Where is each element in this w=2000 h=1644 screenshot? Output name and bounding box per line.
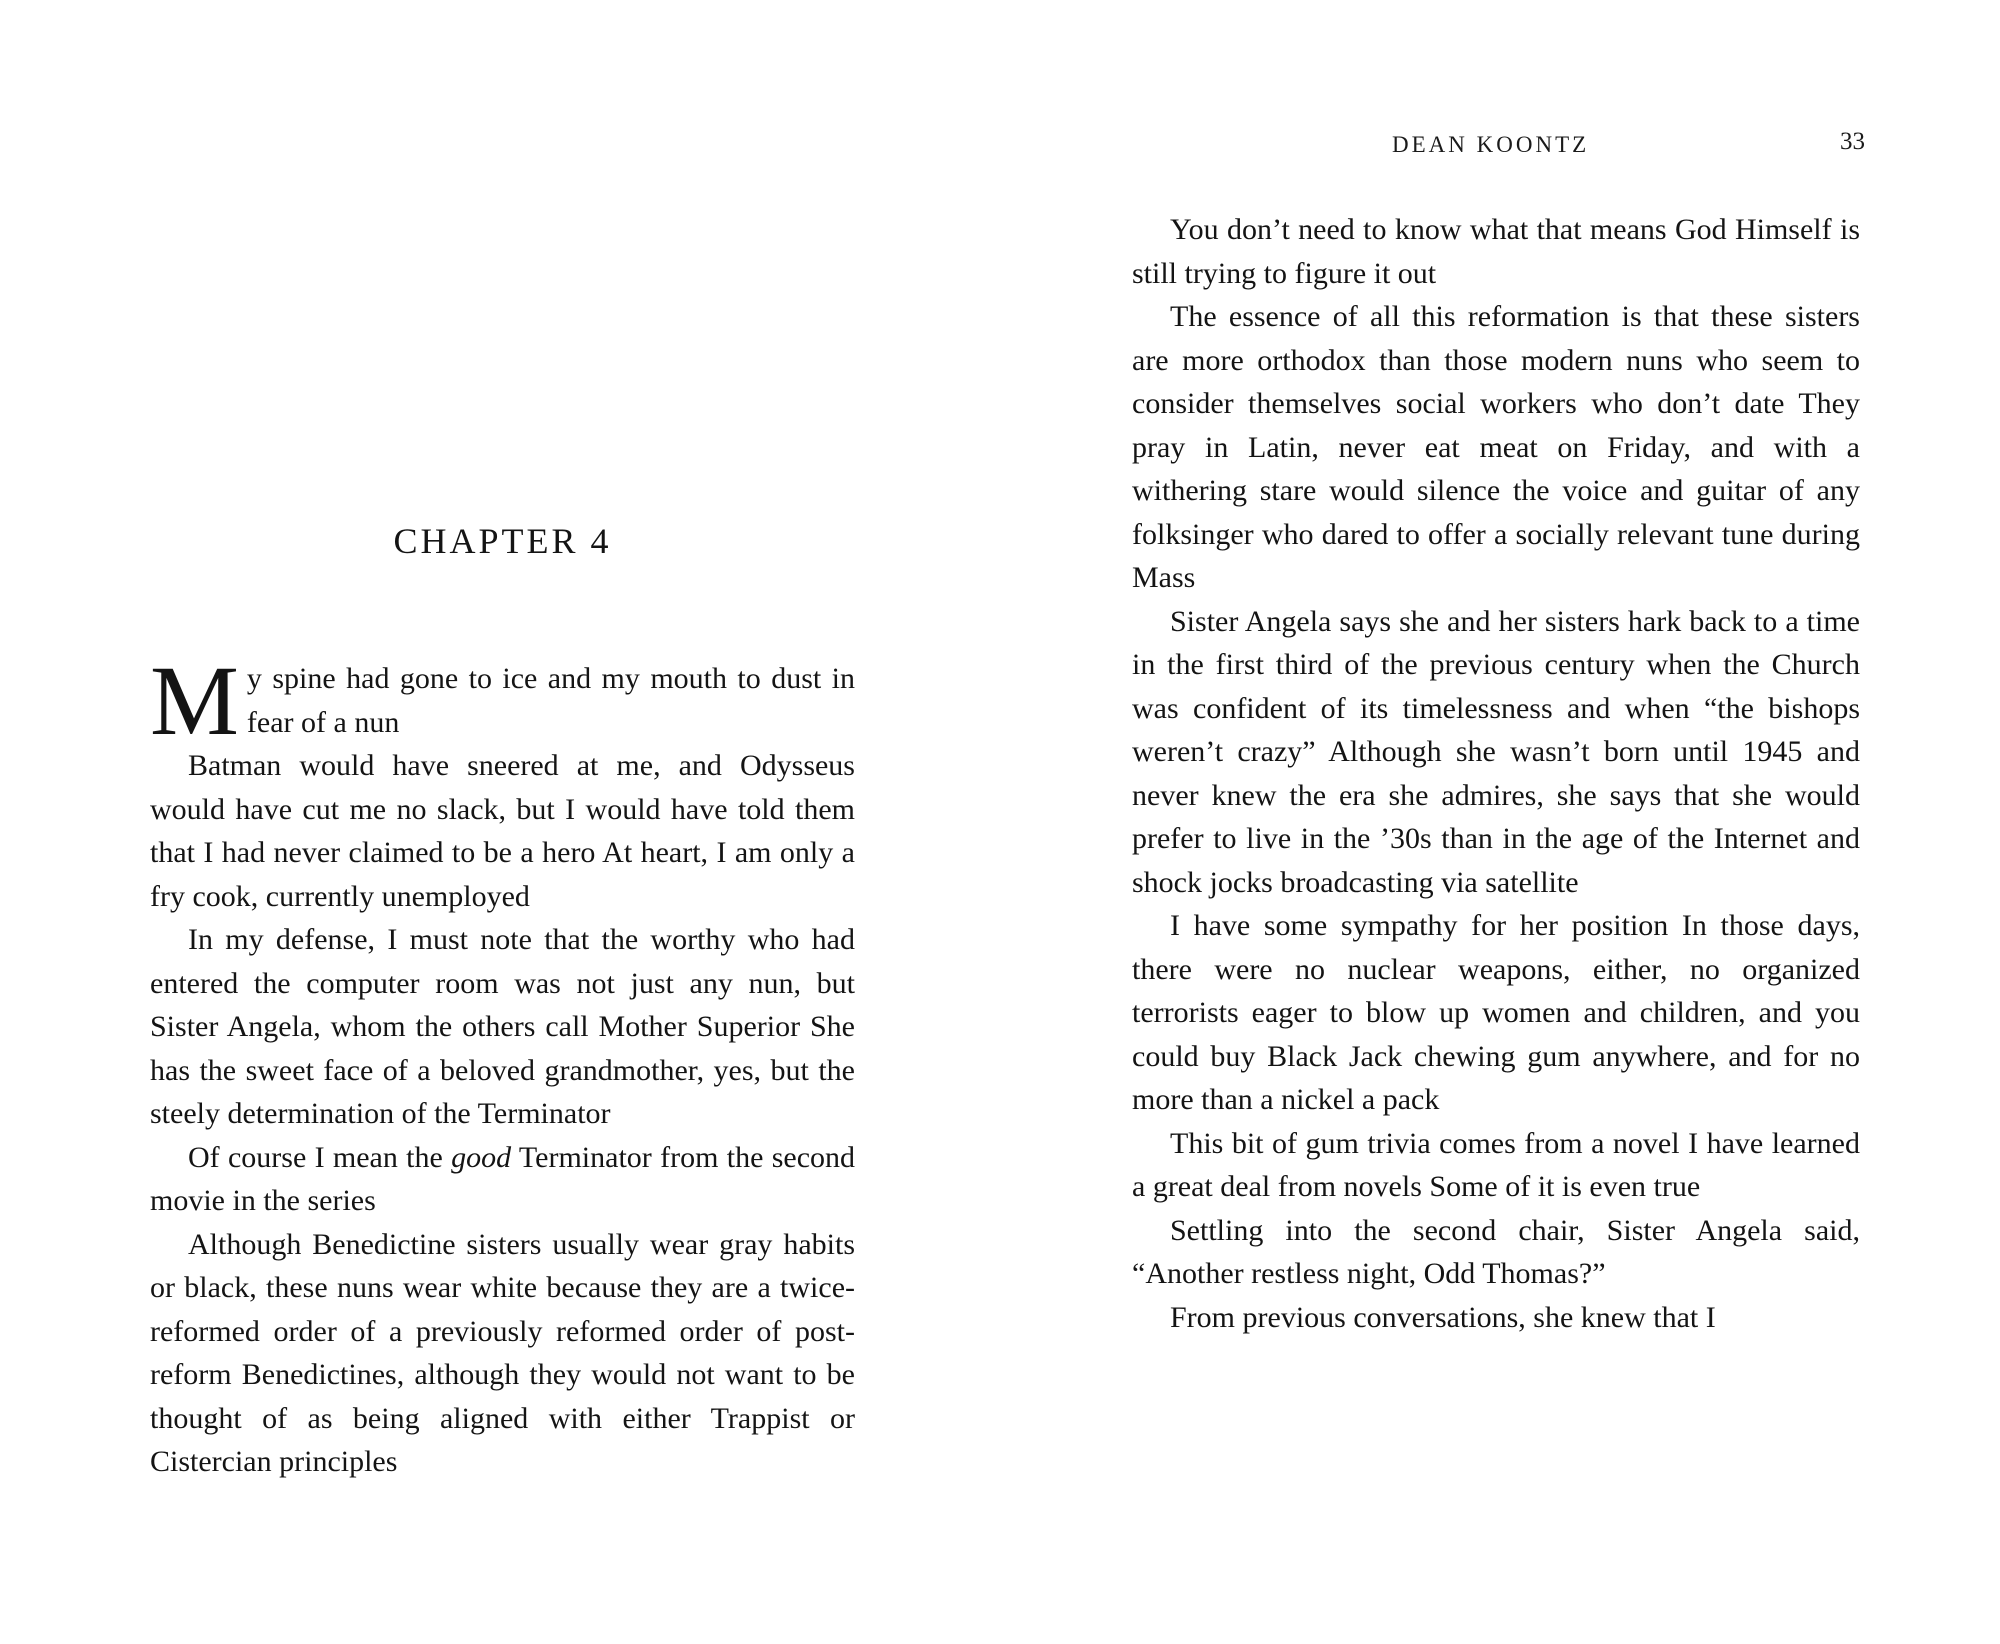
paragraph: Sister Angela says she and her sisters hark back to a time in the first third of the previous century when the Church was confident of its timelessness and when “the bishops weren’t crazy” Although she wasn’t born until 1945 and never knew the era she admires, she says that she would prefer to live in the ’30s than in the age of the Internet and shock jocks broadcasting via satellite (1132, 604, 1860, 899)
text-run: Terminator from the second movie in the series (150, 1140, 856, 1217)
opening-paragraph (150, 645, 855, 756)
right-page (1132, 0, 1865, 1644)
left-page-body (150, 645, 856, 1484)
chapter-title: CHAPTER 4 (393, 521, 612, 561)
left-page (150, 0, 855, 1644)
paragraph: In my defense, I must note that the worthy who had entered the computer room was not just any nun, but Sister Angela, whom the others call Mother Superior She has the sweet face of a beloved grandmother, yes, but the steely determination of the Terminator (150, 923, 855, 1130)
paragraph: Although Benedictine sisters usually wear gray habits or black, these nuns wear white because they are a twice-reformed order of a previously reformed order of post-reform Benedictines, although they would not want to be thought of as being aligned with either Trappist or Cistercian principles (150, 1227, 855, 1478)
right-page-body (1132, 208, 1860, 1339)
paragraph: Settling into the second chair, Sister Angela said, “Another restless night, Odd Thomas?” (1132, 1213, 1860, 1290)
page-number: 33 (1840, 128, 1865, 155)
running-head: DEAN KOONTZ (1392, 132, 1590, 157)
opening-paragraph-text: y spine had gone to ice and my mouth to dust in fear of a nun (246, 662, 855, 739)
paragraph: The essence of all this reformation is that these sisters are more orthodox than those modern nuns who seem to consider themselves social workers who don’t date They pray in Latin, never eat meat on Friday, and with a withering stare would silence the voice and guitar of any folksinger who dared to offer a socially relevant tune during Mass (1132, 300, 1860, 594)
paragraph: This bit of gum trivia comes from a novel I have learned a great deal from novels Some of it is even true (1132, 1126, 1860, 1203)
continuation-paragraph: You don’t need to know what that means God Himself is still trying to figure it out (1132, 213, 1860, 290)
text-run: Of course I mean the (188, 1140, 452, 1174)
paragraph: I have some sympathy for her position In those days, there were no nuclear weapons, either, no organized terrorists eager to blow up women and children, and you could buy Black Jack chewing gum anywhere, and for no more than a nickel a pack (1132, 909, 1860, 1116)
drop-cap: M (150, 645, 239, 756)
paragraph: Batman would have sneered at me, and Odysseus would have cut me no slack, but I would have told them that I had never claimed to be a hero At heart, I am only a fry cook, currently unemployed (150, 749, 855, 913)
terminator-paragraph (150, 1136, 855, 1223)
paragraph: From previous conversations, she knew that I (1170, 1300, 1716, 1334)
emphasis: good (451, 1140, 512, 1174)
